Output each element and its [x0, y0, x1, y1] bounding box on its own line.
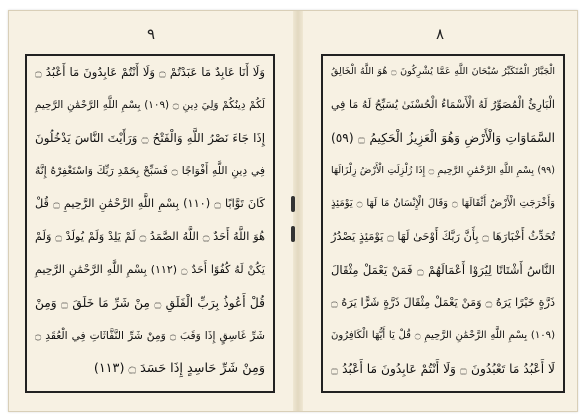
text-line: قُلْ أَعُوذُ بِرَبِّ الْفَلَقِ ۝ مِنْ شَرِّ مَا خَلَقَ ۝ وَمِنْ [35, 296, 265, 310]
text-line: الْبَارِئُ الْمُصَوِّرُ لَهُ الْأَسْمَاءُ الْحُسْنَىٰ يُسَبِّحُ لَهُ مَا فِي [331, 98, 555, 111]
left-page [9, 11, 293, 411]
binding-staple [291, 196, 295, 212]
text-line: يَكُنْ لَهُ كُفُوًا أَحَدٌ ۝ (١١٢) بِسْمِ اللَّهِ الرَّحْمَٰنِ الرَّحِيمِ [35, 263, 265, 276]
text-line: هُوَ اللَّهُ أَحَدٌ ۝ اللَّهُ الصَّمَدُ ۝ لَمْ يَلِدْ وَلَمْ يُولَدْ ۝ وَلَمْ [35, 230, 265, 243]
text-frame [25, 54, 275, 393]
page-number: ٨ [435, 25, 445, 43]
right-page [303, 11, 577, 411]
text-line: ذَرَّةٍ خَيْرًا يَرَهُ ۝ وَمَنْ يَعْمَلْ مِثْقَالَ ذَرَّةٍ شَرًّا يَرَهُ ۝ [331, 296, 555, 309]
binding-staple [291, 226, 295, 242]
text-line: وَمِنْ شَرِّ حَاسِدٍ إِذَا حَسَدَ ۝ (١١٣) [93, 361, 265, 376]
page-number: ٩ [146, 25, 156, 43]
text-line: شَرِّ غَاسِقٍ إِذَا وَقَبَ ۝ وَمِنْ شَرِّ النَّفَّاثَاتِ فِي الْعُقَدِ ۝ [35, 329, 266, 342]
text-line: وَأَخْرَجَتِ الْأَرْضُ أَثْقَالَهَا ۝ وَقَالَ الْإِنْسَانُ مَا لَهَا ۝ يَوْمَئِذٍ [331, 198, 556, 209]
text-line: النَّاسُ أَشْتَاتًا لِيُرَوْا أَعْمَالَهُمْ ۝ فَمَنْ يَعْمَلْ مِثْقَالَ [331, 263, 555, 277]
text-line: (١٠٩) بِسْمِ اللَّهِ الرَّحْمَٰنِ الرَّحِيمِ ۝ قُلْ يَا أَيُّهَا الْكَافِرُونَ [331, 330, 555, 341]
book-spread [8, 10, 578, 412]
text-line: وَلَا أَنَا عَابِدٌ مَا عَبَدْتُمْ ۝ وَلَا أَنْتُمْ عَابِدُونَ مَا أَعْبُدُ ۝ [35, 65, 266, 79]
text-line: لَا أَعْبُدُ مَا تَعْبُدُونَ ۝ وَلَا أَنْتُمْ عَابِدُونَ مَا أَعْبُدُ ۝ [331, 362, 556, 376]
text-line: إِذَا جَاءَ نَصْرُ اللَّهِ وَالْفَتْحُ ۝ وَرَأَيْتَ النَّاسَ يَدْخُلُونَ [35, 131, 266, 145]
text-line: (٩٩) بِسْمِ اللَّهِ الرَّحْمَٰنِ الرَّحِيمِ ۝ إِذَا زُلْزِلَتِ الْأَرْضُ زِلْزَالَهَا [331, 165, 555, 176]
text-line: تُحَدِّثُ أَخْبَارَهَا ۝ بِأَنَّ رَبَّكَ أَوْحَىٰ لَهَا ۝ يَوْمَئِذٍ يَصْدُرُ [331, 230, 556, 243]
text-frame [321, 54, 565, 393]
text-line: فِي دِينِ اللَّهِ أَفْوَاجًا ۝ فَسَبِّحْ بِحَمْدِ رَبِّكَ وَاسْتَغْفِرْهُ إِنَّهُ [35, 164, 265, 177]
text-line: السَّمَاوَاتِ وَالْأَرْضِ وَهُوَ الْعَزِيزُ الْحَكِيمُ ۝ (٥٩) [331, 131, 555, 145]
text-line: لَكُمْ دِينُكُمْ وَلِيَ دِينِ ۝ (١٠٩) بِسْمِ اللَّهِ الرَّحْمَٰنِ الرَّحِيمِ [35, 99, 265, 111]
text-line: كَانَ تَوَّابًا ۝ (١١٠) بِسْمِ اللَّهِ الرَّحْمَٰنِ الرَّحِيمِ ۝ قُلْ [35, 197, 266, 210]
text-line: الْجَبَّارُ الْمُتَكَبِّرُ سُبْحَانَ اللَّهِ عَمَّا يُشْرِكُونَ ۝ هُوَ اللَّهُ الْخَالِقُ [331, 66, 555, 77]
